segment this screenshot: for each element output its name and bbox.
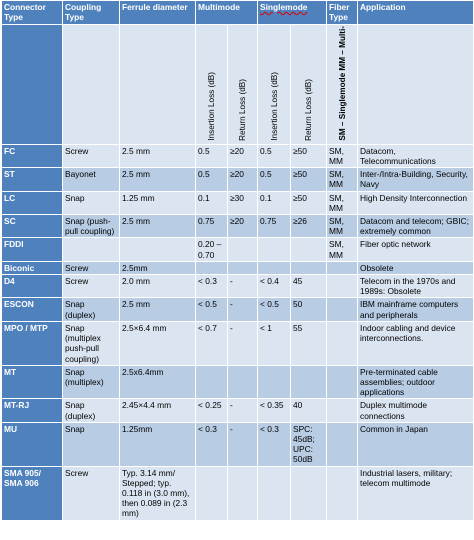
cell-sm-insertion: 0.5 xyxy=(258,168,291,191)
cell-application: Datacom, Telecommunications xyxy=(358,144,474,167)
cell-connector-name: ESCON xyxy=(2,298,63,321)
cell-fiber-type xyxy=(327,422,358,466)
cell-sm-insertion xyxy=(258,238,291,261)
cell-coupling: Snap (duplex) xyxy=(63,298,120,321)
table-row xyxy=(2,275,474,298)
mm-return-loss-label: Return Loss (dB) xyxy=(238,78,247,141)
cell-coupling: Snap (multiplex) xyxy=(63,365,120,399)
cell-connector-name: SC xyxy=(2,215,63,238)
table-row xyxy=(2,466,474,520)
table-row xyxy=(2,422,474,466)
table-row xyxy=(2,321,474,365)
cell-fiber-type xyxy=(327,466,358,520)
cell-application: High Density Interconnection xyxy=(358,191,474,214)
cell-sm-return xyxy=(291,365,327,399)
table-row xyxy=(2,298,474,321)
cell-application: Common in Japan xyxy=(358,422,474,466)
cell-ferrule: 2.5 mm xyxy=(120,298,196,321)
cell-mm-insertion: 0.20 – 0.70 xyxy=(196,238,228,261)
cell-sm-insertion: < 0.4 xyxy=(258,275,291,298)
subheader-row xyxy=(2,25,474,145)
connector-comparison-table xyxy=(1,0,474,521)
cell-application: IBM mainframe computers and peripherals xyxy=(358,298,474,321)
cell-application: Fiber optic network xyxy=(358,238,474,261)
cell-sm-return xyxy=(291,466,327,520)
cell-ferrule: 2.5 mm xyxy=(120,168,196,191)
cell-sm-insertion: 0.5 xyxy=(258,144,291,167)
header-fiber-type: Fiber Type xyxy=(327,1,358,25)
cell-sm-return: ≥50 xyxy=(291,168,327,191)
table-row xyxy=(2,261,474,274)
cell-coupling: Snap xyxy=(63,422,120,466)
cell-fiber-type: SM, MM xyxy=(327,144,358,167)
cell-coupling xyxy=(63,238,120,261)
cell-ferrule: 1.25mm xyxy=(120,422,196,466)
table-row xyxy=(2,399,474,422)
cell-fiber-type xyxy=(327,275,358,298)
sm-insertion-loss-label: Insertion Loss (dB) xyxy=(269,71,279,141)
cell-mm-return xyxy=(228,261,258,274)
cell-connector-name: MU xyxy=(2,422,63,466)
header-row xyxy=(2,1,474,25)
header-coupling-type: Coupling Type xyxy=(63,1,120,25)
cell-fiber-type: SM, MM xyxy=(327,215,358,238)
cell-ferrule: 1.25 mm xyxy=(120,191,196,214)
cell-coupling: Bayonet xyxy=(63,168,120,191)
cell-sm-insertion xyxy=(258,365,291,399)
cell-application: Obsolete xyxy=(358,261,474,274)
cell-mm-return: - xyxy=(228,275,258,298)
cell-ferrule xyxy=(120,238,196,261)
cell-fiber-type xyxy=(327,399,358,422)
cell-ferrule: 2.5 mm xyxy=(120,144,196,167)
table-row xyxy=(2,238,474,261)
cell-ferrule: 2.5 mm xyxy=(120,215,196,238)
cell-mm-insertion: < 0.5 xyxy=(196,298,228,321)
cell-mm-return: - xyxy=(228,422,258,466)
cell-coupling: Screw xyxy=(63,144,120,167)
cell-ferrule: 2.0 mm xyxy=(120,275,196,298)
cell-mm-insertion: < 0.7 xyxy=(196,321,228,365)
header-singlemode-text: Singlemode xyxy=(260,2,308,12)
cell-sm-return: ≥50 xyxy=(291,191,327,214)
cell-sm-insertion xyxy=(258,466,291,520)
cell-sm-insertion: 0.1 xyxy=(258,191,291,214)
subheader-sm-insertion-loss xyxy=(258,25,291,145)
subheader-mm-return-loss xyxy=(228,25,258,145)
cell-ferrule: 2.5x6.4mm xyxy=(120,365,196,399)
cell-connector-name: MPO / MTP xyxy=(2,321,63,365)
cell-coupling: Screw xyxy=(63,261,120,274)
header-application: Application xyxy=(358,1,474,25)
cell-sm-return: 55 xyxy=(291,321,327,365)
cell-connector-name: FC xyxy=(2,144,63,167)
cell-fiber-type xyxy=(327,321,358,365)
cell-mm-return xyxy=(228,238,258,261)
cell-connector-name: FDDI xyxy=(2,238,63,261)
header-connector-type: Connector Type xyxy=(2,1,63,25)
cell-sm-insertion: < 1 xyxy=(258,321,291,365)
cell-connector-name: MT xyxy=(2,365,63,399)
cell-ferrule: 2.5×6.4 mm xyxy=(120,321,196,365)
cell-application: Duplex multimode connections xyxy=(358,399,474,422)
mm-insertion-loss-label: Insertion Loss (dB) xyxy=(207,71,216,141)
cell-connector-name: D4 xyxy=(2,275,63,298)
table-row xyxy=(2,365,474,399)
cell-sm-insertion: < 0.5 xyxy=(258,298,291,321)
cell-sm-return: 40 xyxy=(291,399,327,422)
cell-connector-name: Biconic xyxy=(2,261,63,274)
cell-mm-return: ≥20 xyxy=(228,168,258,191)
cell-mm-return xyxy=(228,466,258,520)
cell-application: Datacom and telecom; GBIC; extremely common xyxy=(358,215,474,238)
cell-mm-return: - xyxy=(228,321,258,365)
subheader-sm-return-loss xyxy=(291,25,327,145)
cell-coupling: Snap xyxy=(63,191,120,214)
cell-fiber-type xyxy=(327,365,358,399)
cell-ferrule: 2.5mm xyxy=(120,261,196,274)
cell-mm-insertion xyxy=(196,466,228,520)
cell-fiber-type: SM, MM xyxy=(327,191,358,214)
cell-mm-return xyxy=(228,365,258,399)
cell-sm-return: SPC: 45dB; UPC: 50dB xyxy=(291,422,327,466)
cell-coupling: Snap (duplex) xyxy=(63,399,120,422)
cell-mm-insertion: < 0.3 xyxy=(196,275,228,298)
fiber-legend-label: SM – Singlemode MM – Multi- xyxy=(337,26,347,141)
header-multimode: Multimode xyxy=(196,1,258,25)
cell-sm-return: 50 xyxy=(291,298,327,321)
cell-sm-insertion: < 0.35 xyxy=(258,399,291,422)
cell-mm-insertion xyxy=(196,365,228,399)
table-row xyxy=(2,168,474,191)
cell-mm-insertion: 0.1 xyxy=(196,191,228,214)
cell-sm-insertion: < 0.3 xyxy=(258,422,291,466)
cell-sm-return: ≥50 xyxy=(291,144,327,167)
cell-fiber-type xyxy=(327,261,358,274)
cell-sm-return xyxy=(291,261,327,274)
cell-coupling: Screw xyxy=(63,466,120,520)
subheader-empty-coupling xyxy=(63,25,120,145)
cell-sm-return xyxy=(291,238,327,261)
cell-mm-insertion: 0.5 xyxy=(196,144,228,167)
header-ferrule-diameter: Ferrule diameter xyxy=(120,1,196,25)
table-row xyxy=(2,215,474,238)
cell-coupling: Snap (multiplex push-pull coupling) xyxy=(63,321,120,365)
table-row xyxy=(2,191,474,214)
cell-sm-insertion xyxy=(258,261,291,274)
cell-coupling: Snap (push-pull coupling) xyxy=(63,215,120,238)
subheader-fiber-legend xyxy=(327,25,358,145)
table-row xyxy=(2,144,474,167)
subheader-empty-ferrule xyxy=(120,25,196,145)
cell-mm-insertion xyxy=(196,261,228,274)
cell-connector-name: LC xyxy=(2,191,63,214)
cell-application: Industrial lasers, military; telecom multimode xyxy=(358,466,474,520)
cell-sm-return: 45 xyxy=(291,275,327,298)
cell-coupling: Screw xyxy=(63,275,120,298)
cell-application: Inter-/Intra-Building, Security, Navy xyxy=(358,168,474,191)
cell-mm-return: ≥30 xyxy=(228,191,258,214)
cell-mm-insertion: 0.5 xyxy=(196,168,228,191)
cell-sm-insertion: 0.75 xyxy=(258,215,291,238)
cell-mm-insertion: < 0.25 xyxy=(196,399,228,422)
cell-mm-insertion: < 0.3 xyxy=(196,422,228,466)
cell-connector-name: SMA 905/ SMA 906 xyxy=(2,466,63,520)
sm-return-loss-label: Return Loss (dB) xyxy=(304,78,313,141)
cell-mm-return: ≥20 xyxy=(228,215,258,238)
cell-mm-return: ≥20 xyxy=(228,144,258,167)
cell-fiber-type: SM, MM xyxy=(327,168,358,191)
cell-connector-name: MT-RJ xyxy=(2,399,63,422)
cell-fiber-type xyxy=(327,298,358,321)
cell-fiber-type: SM, MM xyxy=(327,238,358,261)
cell-ferrule: Typ. 3.14 mm/ Stepped; typ. 0.118 in (3.0 mm), then 0.089 in (2.3 mm) xyxy=(120,466,196,520)
subheader-mm-insertion-loss xyxy=(196,25,228,145)
subheader-empty-name xyxy=(2,25,63,145)
subheader-empty-application xyxy=(358,25,474,145)
cell-mm-return: - xyxy=(228,298,258,321)
cell-application: Pre-terminated cable assemblies; outdoor applications xyxy=(358,365,474,399)
cell-sm-return: ≥26 xyxy=(291,215,327,238)
cell-mm-insertion: 0.75 xyxy=(196,215,228,238)
cell-ferrule: 2.45×4.4 mm xyxy=(120,399,196,422)
cell-application: Telecom in the 1970s and 1989s: Obsolete xyxy=(358,275,474,298)
cell-connector-name: ST xyxy=(2,168,63,191)
cell-mm-return: - xyxy=(228,399,258,422)
header-singlemode xyxy=(258,1,327,25)
cell-application: Indoor cabling and device interconnections. xyxy=(358,321,474,365)
